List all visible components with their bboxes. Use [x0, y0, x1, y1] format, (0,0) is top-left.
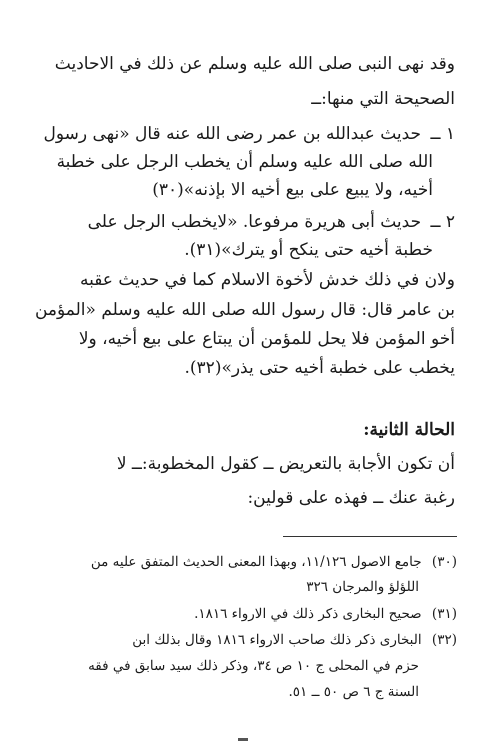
paragraph-line-4: يخطب على خطبة أخيه حتى يذر»(٣٢).	[184, 358, 455, 378]
footnote-32-line-2: حزم في المحلى ج ١٠ ص ٣٤، وذكر ذلك سيد سابق في فقه	[88, 658, 419, 674]
section-title: الحالة الثانية:	[363, 420, 455, 440]
item-2-line-2: خطبة أخيه حتى ينكح أو يترك»(٣١).	[184, 240, 433, 260]
footnote-31-number: (٣١)	[431, 606, 457, 622]
page-number-mark	[238, 738, 248, 741]
footnote-31-line-1	[26, 604, 457, 626]
footnote-32-line-3: السنة ج ٦ ص ٥٠ ــ ٥١.	[288, 684, 419, 700]
intro-line-1: وقد نهى النبى صلى الله عليه وسلم عن ذلك في الاحاديث	[54, 54, 455, 74]
footnote-32-line-1	[26, 630, 457, 652]
item-2-text-1: حديث أبى هريرة مرفوعا. «لايخطب الرجل على	[87, 212, 422, 232]
paragraph-line-3: أخو المؤمن فلا يحل للمؤمن أن يبتاع على بيع أخيه، ولا	[78, 329, 455, 349]
footnote-32-number: (٣٢)	[431, 632, 457, 648]
item-2-line-1	[26, 210, 455, 236]
item-2-number: ٢ ــ	[430, 212, 455, 232]
item-1-line-3: أخيه، ولا يبيع على بيع أخيه الا بإذنه»(٣٠)	[152, 180, 433, 200]
footnote-30-line-1	[26, 552, 457, 574]
item-1-text-1: حديث عبدالله بن عمر رضى الله عنه قال «نهى رسول	[43, 124, 422, 144]
footnote-31-text-1: صحيح البخارى ذكر ذلك في الارواء ١٨١٦.	[194, 606, 422, 622]
intro-line-2: الصحيحة التي منها:ــ	[311, 89, 455, 109]
item-1-line-1	[26, 122, 455, 148]
item-1-number: ١ ــ	[430, 124, 455, 144]
item-1-line-2: الله صلى الله عليه وسلم أن يخطب الرجل على خطبة	[56, 152, 433, 172]
section-line-1: أن تكون الأجابة بالتعريض ــ كقول المخطوبة:ــ لا	[116, 454, 455, 474]
footnote-30-text-1: جامع الاصول ١١/١٢٦، وبهذا المعنى الحديث المتفق عليه من	[90, 554, 422, 570]
footnote-32-text-1: البخارى ذكر ذلك صاحب الارواء ١٨١٦ وقال بذلك ابن	[132, 632, 422, 648]
paragraph-line-1: ولان في ذلك خدش لأخوة الاسلام كما في حديث عقبه	[79, 270, 455, 290]
footnote-30-line-2: اللؤلؤ والمرجان ٣٢٦	[306, 579, 419, 595]
section-line-2: رغبة عنك ــ فهذه على قولين:	[247, 488, 455, 508]
footnote-30-number: (٣٠)	[431, 554, 457, 570]
footnote-separator	[283, 536, 457, 537]
paragraph-line-2: بن عامر قال: قال رسول الله صلى الله عليه وسلم «المؤمن	[34, 300, 455, 320]
